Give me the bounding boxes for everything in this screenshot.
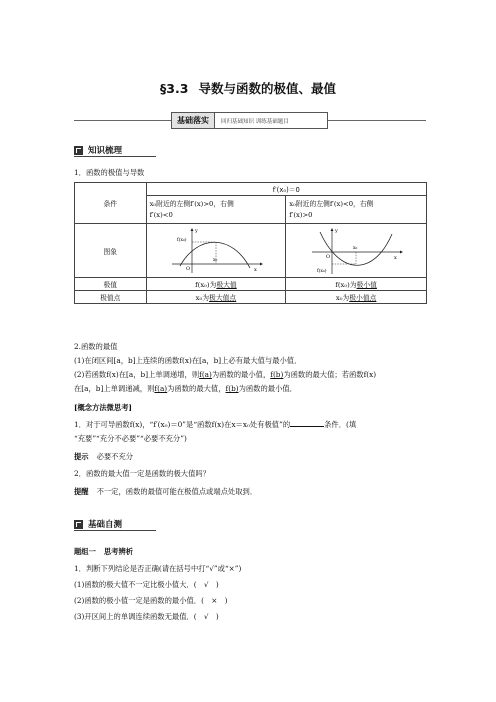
section-rule bbox=[74, 156, 156, 157]
fb-underlined: f(b) bbox=[225, 384, 239, 393]
extremum-point-min bbox=[286, 291, 427, 304]
hint-text: 不一定，函数的最值可能在极值点或端点处取到． bbox=[96, 487, 258, 496]
max-min-paragraph-1: (1)在闭区间[a，b]上连续的函数f(x)在[a，b]上必有最大值与最小值． bbox=[74, 356, 302, 365]
section-icon bbox=[74, 146, 83, 155]
concept-question-2: 2．函数的最大值一定是函数的极大值吗？ bbox=[74, 469, 210, 478]
hint-label: 提示 bbox=[74, 452, 89, 461]
section-banner bbox=[171, 112, 328, 129]
graph-max-fx0-label: f(x₀) bbox=[176, 237, 187, 243]
section-icon bbox=[74, 520, 83, 529]
section-heading-knowledge bbox=[74, 144, 122, 156]
group-label: 题组一 bbox=[74, 547, 96, 556]
graph-min-x0-label: x₀ bbox=[353, 245, 358, 251]
text-segment: 在[a，b]上单调递减，则 bbox=[74, 384, 155, 393]
text-segment: 为函数的最小值． bbox=[238, 384, 297, 393]
extremum-point-max bbox=[146, 291, 286, 304]
banner-rule-right bbox=[326, 120, 426, 121]
condition-min-line2: f′(x)>0 bbox=[289, 210, 313, 219]
extremum-point-max-key: 极大值点 bbox=[209, 294, 237, 302]
concept-question-1 bbox=[74, 420, 356, 430]
extremum-min-pre: f(x₀)为 bbox=[335, 281, 357, 289]
text-segment: 1．对于可导函数f(x)，“f′(x₀)＝0”是“函数f(x)在x＝x₀处有极值”的 bbox=[74, 420, 291, 429]
condition-max-line2: f′(x)<0 bbox=[149, 210, 173, 219]
text-segment: 为函数的最小值， bbox=[211, 370, 271, 379]
condition-common: f′(x₀)＝0 bbox=[146, 183, 426, 196]
graph-min-x-label: x bbox=[394, 254, 397, 261]
banner-sub: 回归基础知识 训练基础题目 bbox=[221, 118, 289, 125]
extremum-point-min-key: 极小值点 bbox=[349, 294, 377, 302]
graph-max-x-label: x bbox=[253, 266, 257, 273]
section-rule bbox=[74, 530, 156, 531]
judge-statement-2: (2)函数的极小值一定是函数的最小值．( × ) bbox=[74, 596, 228, 605]
graph-max-y-label: y bbox=[194, 227, 198, 234]
text-segment: 为函数的最大值；若函数f(x) bbox=[283, 370, 377, 379]
concept-hint-1 bbox=[74, 452, 133, 462]
extremum-max-key: 极大值 bbox=[216, 281, 237, 289]
extremum-point-max-pre: x₀为 bbox=[195, 294, 210, 302]
answer-blank bbox=[290, 426, 324, 427]
page-title bbox=[0, 79, 496, 97]
group-name: 思考辨析 bbox=[103, 547, 134, 556]
extremum-min bbox=[286, 278, 427, 291]
judge-statement-1: (1)函数的极大值不一定比极小值大．( √ ) bbox=[74, 580, 219, 589]
condition-min bbox=[286, 196, 427, 224]
concept-heading: [概念方法微思考] bbox=[74, 403, 132, 412]
condition-min-line1: x₀附近的左侧f′(x)<0，右侧 bbox=[289, 199, 374, 208]
graph-min-origin-label: O bbox=[326, 253, 331, 260]
row-label-graph: 图象 bbox=[75, 224, 147, 278]
graph-min-cell bbox=[286, 224, 427, 278]
extremum-max-pre: f(x₀)为 bbox=[195, 281, 217, 289]
concept-hint-2 bbox=[74, 487, 257, 497]
graph-min-fx0-label: f(x₀) bbox=[317, 268, 327, 274]
graph-max bbox=[168, 226, 264, 276]
graph-max-x0-label: x₀ bbox=[212, 257, 218, 263]
extremum-max bbox=[146, 278, 286, 291]
max-min-paragraph-2b bbox=[74, 384, 297, 394]
item-heading: 1．函数的极值与导数 bbox=[74, 168, 145, 177]
extremum-min-key: 极小值 bbox=[356, 281, 377, 289]
text-segment: 为函数的最大值， bbox=[167, 384, 226, 393]
banner-rule-left bbox=[74, 120, 171, 121]
extremum-table bbox=[74, 182, 427, 304]
condition-max bbox=[146, 196, 286, 224]
graph-min bbox=[308, 226, 404, 276]
graph-max-origin-label: O bbox=[185, 265, 191, 272]
graph-min-y-label: y bbox=[335, 227, 338, 234]
row-label-extremum: 极值 bbox=[75, 278, 147, 291]
condition-max-line1: x₀附近的左侧f′(x)>0，右侧 bbox=[149, 199, 234, 208]
judge-intro: 1．判断下列结论是否正确(请在括号中打“√”或“×”) bbox=[74, 564, 242, 573]
fb-underlined: f(b) bbox=[270, 370, 284, 379]
fa-underlined: f(a) bbox=[199, 370, 212, 379]
section-number: §3.3 bbox=[160, 81, 189, 96]
concept-question-1-options: “充要”“充分不必要”“必要不充分”) bbox=[74, 434, 187, 443]
row-label-condition: 条件 bbox=[75, 183, 147, 224]
text-segment: 条件．(填 bbox=[324, 420, 357, 429]
banner-main: 基础落实 bbox=[172, 113, 215, 128]
row-label-extremum-point: 极值点 bbox=[75, 291, 147, 304]
hint-label: 提醒 bbox=[74, 487, 89, 496]
graph-max-cell bbox=[146, 224, 286, 278]
judge-statement-3: (3)开区间上的单调连续函数无最值．( √ ) bbox=[74, 612, 219, 621]
item-heading-2: 2.函数的最值 bbox=[74, 342, 118, 351]
section-label: 基础自测 bbox=[88, 520, 123, 530]
question-group-heading bbox=[74, 547, 133, 557]
fa-underlined: f(a) bbox=[154, 384, 168, 393]
max-min-paragraph-2a bbox=[74, 370, 376, 380]
hint-text: 必要不充分 bbox=[96, 452, 134, 461]
section-heading-self-test bbox=[74, 518, 122, 530]
title-text: 导数与函数的极值、最值 bbox=[198, 81, 336, 96]
extremum-point-min-pre: x₀为 bbox=[335, 294, 350, 302]
section-label: 知识梳理 bbox=[88, 146, 123, 156]
text-segment: (2)若函数f(x)在[a，b]上单调递增，则 bbox=[74, 370, 200, 379]
